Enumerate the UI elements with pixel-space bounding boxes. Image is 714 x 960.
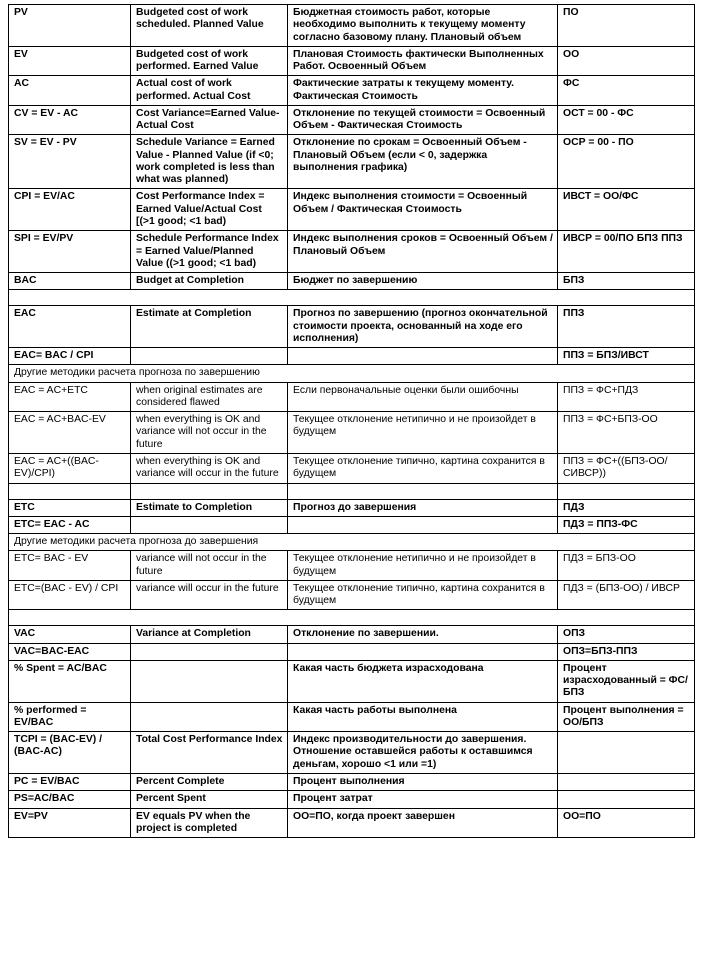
cell-col2: Estimate to Completion	[131, 499, 288, 516]
cell-col1: PC = EV/BAC	[9, 774, 131, 791]
cell-col1: ETC=(BAC - EV) / CPI	[9, 580, 131, 610]
cell-col1: BAC	[9, 273, 131, 290]
cell-col3: Индекс выполнения сроков = Освоенный Объем / Плановый Объем	[288, 231, 558, 273]
cell-col3: Фактические затраты к текущему моменту. Фактическая Стоимость	[288, 76, 558, 106]
cell-col1: PS=AC/BAC	[9, 791, 131, 808]
cell-col2: when everything is OK and variance will occur in the future	[131, 453, 288, 483]
spacer-cell	[288, 483, 558, 499]
cell-col2: Estimate at Completion	[131, 306, 288, 348]
cell-col3: Индекс выполнения стоимости = Освоенный Объем / Фактическая Стоимость	[288, 189, 558, 231]
cell-col3: Процент затрат	[288, 791, 558, 808]
cell-col4: ППЗ = ФС+ПДЗ	[558, 382, 695, 412]
table-row	[9, 453, 695, 483]
table-row	[9, 702, 695, 732]
spacer-cell	[9, 610, 695, 626]
table-row	[9, 626, 695, 643]
cell-col3: Если первоначальные оценки были ошибочны	[288, 382, 558, 412]
cell-col1: AC	[9, 76, 131, 106]
spacer-cell	[558, 483, 695, 499]
cell-col1: ETC	[9, 499, 131, 516]
cell-col4: ПО	[558, 5, 695, 47]
cell-col2	[131, 660, 288, 702]
cell-col2	[131, 516, 288, 533]
table-row	[9, 774, 695, 791]
cell-col1: EV=PV	[9, 808, 131, 838]
cell-col4	[558, 774, 695, 791]
table-row	[9, 135, 695, 189]
cell-col3: Текущее отклонение типично, картина сохранится в будущем	[288, 580, 558, 610]
cell-col1: % performed = EV/BAC	[9, 702, 131, 732]
cell-col4: ОСР = 00 - ПО	[558, 135, 695, 189]
cell-col1: VAC	[9, 626, 131, 643]
cell-col1: TCPI = (BAC-EV) / (BAC-AC)	[9, 732, 131, 774]
cell-col1: EAC= BAC / CPI	[9, 348, 131, 365]
cell-col2: Budgeted cost of work performed. Earned Value	[131, 46, 288, 76]
table-row	[9, 499, 695, 516]
cell-col3: Индекс производительности до завершения. Отношение оставшейся работы к оставшимся деньгам, хорошо <1 или =1)	[288, 732, 558, 774]
cell-col4: ОО=ПО	[558, 808, 695, 838]
cell-col3: Какая часть бюджета израсходована	[288, 660, 558, 702]
cell-col2: Percent Complete	[131, 774, 288, 791]
cell-col1: EAC	[9, 306, 131, 348]
cell-col1: PV	[9, 5, 131, 47]
table-row	[9, 273, 695, 290]
cell-col3: Какая часть работы выполнена	[288, 702, 558, 732]
cell-col2: Budget at Completion	[131, 273, 288, 290]
cell-col4: Процент израсходованный = ФС/БПЗ	[558, 660, 695, 702]
table-row	[9, 382, 695, 412]
section-heading-label: Другие методики расчета прогноза до завершения	[9, 534, 695, 551]
table-body	[9, 5, 695, 838]
cell-col2: Cost Variance=Earned Value-Actual Cost	[131, 105, 288, 135]
cell-col3: Плановая Стоимость фактически Выполненных Работ. Освоенный Объем	[288, 46, 558, 76]
table-row	[9, 516, 695, 533]
section-heading-row	[9, 534, 695, 551]
cell-col4: ОПЗ	[558, 626, 695, 643]
cell-col2: Budgeted cost of work scheduled. Planned Value	[131, 5, 288, 47]
cell-col1: ETC= EAC - AC	[9, 516, 131, 533]
cell-col3: Прогноз до завершения	[288, 499, 558, 516]
cell-col1: % Spent = AC/BAC	[9, 660, 131, 702]
cell-col2: Actual cost of work performed. Actual Cost	[131, 76, 288, 106]
cell-col4: ППЗ = ФС+((БПЗ-ОО/СИВСР))	[558, 453, 695, 483]
table-row	[9, 46, 695, 76]
cell-col4: Процент выполнения = ОО/БПЗ	[558, 702, 695, 732]
cell-col4: БПЗ	[558, 273, 695, 290]
cell-col4	[558, 791, 695, 808]
table-row	[9, 791, 695, 808]
cell-col1: SV = EV - PV	[9, 135, 131, 189]
cell-col3: ОО=ПО, когда проект завершен	[288, 808, 558, 838]
cell-col2: Schedule Performance Index = Earned Value/Planned Value ((>1 good; <1 bad)	[131, 231, 288, 273]
table-row	[9, 231, 695, 273]
cell-col3: Текущее отклонение нетипично и не произойдет в будущем	[288, 551, 558, 581]
cell-col3: Бюджет по завершению	[288, 273, 558, 290]
cell-col4: ОСТ = 00 - ФС	[558, 105, 695, 135]
cell-col3	[288, 643, 558, 660]
cell-col2: Total Cost Performance Index	[131, 732, 288, 774]
spacer-row	[9, 610, 695, 626]
cell-col4: ОПЗ=БПЗ-ППЗ	[558, 643, 695, 660]
table-row	[9, 189, 695, 231]
cell-col4: ПДЗ = БПЗ-ОО	[558, 551, 695, 581]
cell-col2: Percent Spent	[131, 791, 288, 808]
cell-col3: Бюджетная стоимость работ, которые необходимо выполнить к текущему моменту согласно базовому плану. Плановый объем	[288, 5, 558, 47]
cell-col2: when original estimates are considered flawed	[131, 382, 288, 412]
table-row	[9, 808, 695, 838]
section-heading-label: Другие методики расчета прогноза по завершению	[9, 365, 695, 382]
cell-col4: ИВСТ = ОО/ФС	[558, 189, 695, 231]
table-row	[9, 732, 695, 774]
table-row	[9, 580, 695, 610]
cell-col4: ППЗ = ФС+БПЗ-ОО	[558, 412, 695, 454]
table-row	[9, 105, 695, 135]
cell-col2: Variance at Completion	[131, 626, 288, 643]
cell-col4: ПДЗ = (БПЗ-ОО) / ИВСР	[558, 580, 695, 610]
cell-col3	[288, 516, 558, 533]
cell-col4: ПДЗ	[558, 499, 695, 516]
cell-col2: variance will occur in the future	[131, 580, 288, 610]
table-row	[9, 348, 695, 365]
cell-col4: ФС	[558, 76, 695, 106]
cell-col1: EAC = AC+((BAC-EV)/CPI)	[9, 453, 131, 483]
cell-col2: Cost Performance Index = Earned Value/Actual Cost [(>1 good; <1 bad)	[131, 189, 288, 231]
cell-col1: EAC = AC+BAC-EV	[9, 412, 131, 454]
cell-col2: Schedule Variance = Earned Value - Planned Value (if <0; work completed is less than what was planned)	[131, 135, 288, 189]
cell-col2: when everything is OK and variance will not occur in the future	[131, 412, 288, 454]
cell-col4: ИВСР = 00/ПО БПЗ ППЗ	[558, 231, 695, 273]
cell-col3: Текущее отклонение типично, картина сохранится в будущем	[288, 453, 558, 483]
spacer-row	[9, 290, 695, 306]
cell-col2	[131, 702, 288, 732]
spacer-cell	[9, 290, 695, 306]
table-row	[9, 306, 695, 348]
spacer-cell	[9, 483, 131, 499]
cell-col1: ETC= BAC - EV	[9, 551, 131, 581]
cell-col4	[558, 732, 695, 774]
cell-col1: CV = EV - AC	[9, 105, 131, 135]
cell-col1: CPI = EV/AC	[9, 189, 131, 231]
cell-col4: ППЗ	[558, 306, 695, 348]
cell-col1: VAC=BAC-EAC	[9, 643, 131, 660]
table-row	[9, 551, 695, 581]
cell-col4: ПДЗ = ППЗ-ФС	[558, 516, 695, 533]
cell-col2	[131, 348, 288, 365]
cell-col2: EV equals PV when the project is completed	[131, 808, 288, 838]
cell-col1: EV	[9, 46, 131, 76]
cell-col1: EAC = AC+ETC	[9, 382, 131, 412]
evm-formula-table	[8, 4, 695, 838]
table-row	[9, 643, 695, 660]
cell-col3: Отклонение по текущей стоимости = Освоенный Объем - Фактическая Стоимость	[288, 105, 558, 135]
table-row	[9, 660, 695, 702]
cell-col1: SPI = EV/PV	[9, 231, 131, 273]
table-row	[9, 76, 695, 106]
cell-col4: ППЗ = БПЗ/ИВСТ	[558, 348, 695, 365]
spacer-cell	[131, 483, 288, 499]
cell-col2	[131, 643, 288, 660]
cell-col3: Текущее отклонение нетипично и не произойдет в будущем	[288, 412, 558, 454]
table-row	[9, 412, 695, 454]
cell-col3: Отклонение по срокам = Освоенный Объем - Плановый Объем (если < 0, задержка выполнения графика)	[288, 135, 558, 189]
cell-col2: variance will not occur in the future	[131, 551, 288, 581]
spacer-row	[9, 483, 695, 499]
cell-col4: ОО	[558, 46, 695, 76]
cell-col3	[288, 348, 558, 365]
table-row	[9, 5, 695, 47]
section-heading-row	[9, 365, 695, 382]
cell-col3: Процент выполнения	[288, 774, 558, 791]
cell-col3: Прогноз по завершению (прогноз окончательной стоимости проекта, основанный на ходе его исполнения)	[288, 306, 558, 348]
cell-col3: Отклонение по завершении.	[288, 626, 558, 643]
